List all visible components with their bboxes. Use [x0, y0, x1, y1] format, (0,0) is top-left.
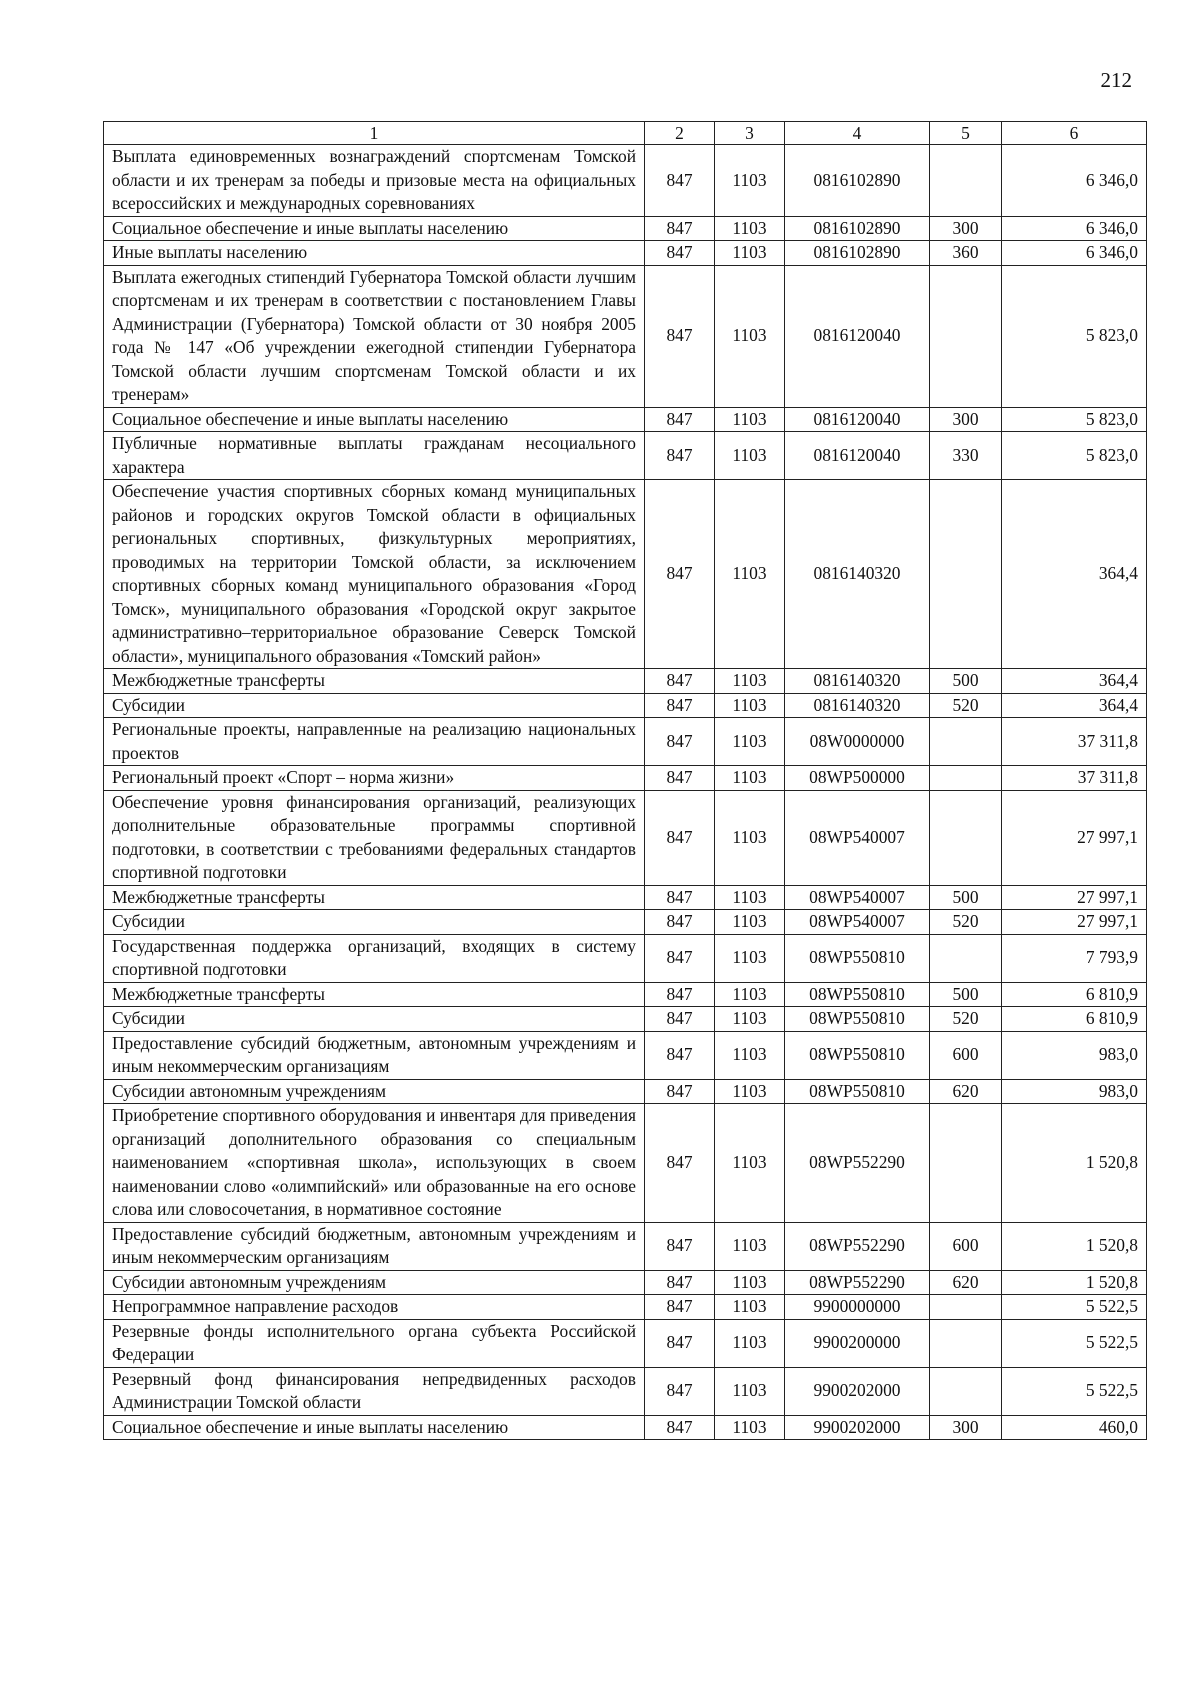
section-code-cell: 1103 — [715, 1031, 785, 1079]
gov-code-cell: 847 — [645, 432, 715, 480]
table-row — [104, 1222, 1147, 1270]
row-name-cell: Субсидии автономным учреждениям — [104, 1270, 645, 1295]
expense-type-cell: 300 — [930, 216, 1002, 241]
target-article-cell: 0816120040 — [785, 407, 930, 432]
row-name-cell: Межбюджетные трансферты — [104, 982, 645, 1007]
target-article-cell: 08WP552290 — [785, 1222, 930, 1270]
expense-type-cell — [930, 790, 1002, 885]
amount-cell: 5 522,5 — [1002, 1295, 1147, 1320]
column-header: 6 — [1002, 122, 1147, 145]
expense-type-cell — [930, 145, 1002, 217]
target-article-cell: 08WP550810 — [785, 1079, 930, 1104]
section-code-cell: 1103 — [715, 1415, 785, 1440]
row-name-cell: Предоставление субсидий бюджетным, автономным учреждениям и иным некоммерческим организациям — [104, 1222, 645, 1270]
section-code-cell: 1103 — [715, 718, 785, 766]
row-name-cell: Социальное обеспечение и иные выплаты населению — [104, 216, 645, 241]
expense-type-cell — [930, 1104, 1002, 1223]
row-name-cell: Субсидии — [104, 693, 645, 718]
gov-code-cell: 847 — [645, 1104, 715, 1223]
section-code-cell: 1103 — [715, 1079, 785, 1104]
amount-cell: 27 997,1 — [1002, 790, 1147, 885]
target-article-cell: 08WP540007 — [785, 790, 930, 885]
amount-cell: 27 997,1 — [1002, 885, 1147, 910]
target-article-cell: 08WP550810 — [785, 982, 930, 1007]
row-name-cell: Социальное обеспечение и иные выплаты населению — [104, 1415, 645, 1440]
row-name-cell: Иные выплаты населению — [104, 241, 645, 266]
row-name-cell: Предоставление субсидий бюджетным, автономным учреждениям и иным некоммерческим организациям — [104, 1031, 645, 1079]
row-name-cell: Резервные фонды исполнительного органа субъекта Российской Федерации — [104, 1319, 645, 1367]
section-code-cell: 1103 — [715, 910, 785, 935]
amount-cell: 7 793,9 — [1002, 934, 1147, 982]
amount-cell: 1 520,8 — [1002, 1222, 1147, 1270]
gov-code-cell: 847 — [645, 216, 715, 241]
expense-type-cell — [930, 480, 1002, 669]
amount-cell: 6 346,0 — [1002, 216, 1147, 241]
section-code-cell: 1103 — [715, 934, 785, 982]
target-article-cell: 08W0000000 — [785, 718, 930, 766]
amount-cell: 5 522,5 — [1002, 1319, 1147, 1367]
table-row — [104, 669, 1147, 694]
section-code-cell: 1103 — [715, 1007, 785, 1032]
amount-cell: 364,4 — [1002, 669, 1147, 694]
row-name-cell: Субсидии — [104, 910, 645, 935]
amount-cell: 37 311,8 — [1002, 766, 1147, 791]
amount-cell: 364,4 — [1002, 480, 1147, 669]
expense-type-cell: 500 — [930, 669, 1002, 694]
gov-code-cell: 847 — [645, 1270, 715, 1295]
amount-cell: 6 810,9 — [1002, 1007, 1147, 1032]
table-row — [104, 766, 1147, 791]
table-row — [104, 934, 1147, 982]
row-name-cell: Субсидии автономным учреждениям — [104, 1079, 645, 1104]
target-article-cell: 08WP500000 — [785, 766, 930, 791]
gov-code-cell: 847 — [645, 407, 715, 432]
target-article-cell: 9900202000 — [785, 1415, 930, 1440]
target-article-cell: 08WP550810 — [785, 1007, 930, 1032]
table-row — [104, 790, 1147, 885]
expense-type-cell — [930, 1295, 1002, 1320]
gov-code-cell: 847 — [645, 1367, 715, 1415]
gov-code-cell: 847 — [645, 693, 715, 718]
target-article-cell: 0816140320 — [785, 693, 930, 718]
expense-type-cell: 500 — [930, 885, 1002, 910]
amount-cell: 27 997,1 — [1002, 910, 1147, 935]
expense-type-cell: 500 — [930, 982, 1002, 1007]
amount-cell: 983,0 — [1002, 1031, 1147, 1079]
table-row — [104, 1031, 1147, 1079]
table-row — [104, 1104, 1147, 1223]
row-name-cell: Обеспечение уровня финансирования организаций, реализующих дополнительные образовательные программы спортивной подготовки, в соответствии с требованиями федеральных стандартов спортивной подготовки — [104, 790, 645, 885]
table-row — [104, 1415, 1147, 1440]
section-code-cell: 1103 — [715, 790, 785, 885]
gov-code-cell: 847 — [645, 1007, 715, 1032]
row-name-cell: Обеспечение участия спортивных сборных команд муниципальных районов и городских округов Томской области в официальных региональных спортивных, физкультурных мероприятиях, проводимых на территории Томской области, за исключением спортивных сборных команд муниципального образования «Город Томск», муниципального образования «Городской округ закрытое административно–территориальное образование Северск Томской области», муниципального образования «Томский район» — [104, 480, 645, 669]
target-article-cell: 08WP540007 — [785, 910, 930, 935]
expense-type-cell — [930, 265, 1002, 407]
gov-code-cell: 847 — [645, 1079, 715, 1104]
row-name-cell: Межбюджетные трансферты — [104, 885, 645, 910]
target-article-cell: 08WP550810 — [785, 1031, 930, 1079]
table-header-row — [104, 122, 1147, 145]
column-header: 3 — [715, 122, 785, 145]
amount-cell: 460,0 — [1002, 1415, 1147, 1440]
target-article-cell: 0816140320 — [785, 669, 930, 694]
expense-type-cell: 300 — [930, 407, 1002, 432]
gov-code-cell: 847 — [645, 1031, 715, 1079]
gov-code-cell: 847 — [645, 1295, 715, 1320]
row-name-cell: Межбюджетные трансферты — [104, 669, 645, 694]
target-article-cell: 9900200000 — [785, 1319, 930, 1367]
gov-code-cell: 847 — [645, 718, 715, 766]
expense-type-cell: 520 — [930, 1007, 1002, 1032]
section-code-cell: 1103 — [715, 241, 785, 266]
section-code-cell: 1103 — [715, 1295, 785, 1320]
table-row — [104, 432, 1147, 480]
expense-type-cell — [930, 766, 1002, 791]
expense-type-cell: 520 — [930, 693, 1002, 718]
amount-cell: 364,4 — [1002, 693, 1147, 718]
section-code-cell: 1103 — [715, 766, 785, 791]
target-article-cell: 0816102890 — [785, 216, 930, 241]
row-name-cell: Приобретение спортивного оборудования и инвентаря для приведения организаций дополнительного образования со специальным наименованием «спортивная школа», использующих в своем наименовании слово «олимпийский» или образованные на его основе слова или словосочетания, в нормативное состояние — [104, 1104, 645, 1223]
amount-cell: 1 520,8 — [1002, 1270, 1147, 1295]
expense-type-cell — [930, 934, 1002, 982]
section-code-cell: 1103 — [715, 693, 785, 718]
row-name-cell: Непрограммное направление расходов — [104, 1295, 645, 1320]
table-row — [104, 407, 1147, 432]
column-header: 4 — [785, 122, 930, 145]
table-body — [104, 145, 1147, 1440]
expense-type-cell: 330 — [930, 432, 1002, 480]
gov-code-cell: 847 — [645, 885, 715, 910]
section-code-cell: 1103 — [715, 1367, 785, 1415]
expense-type-cell — [930, 1367, 1002, 1415]
column-header: 2 — [645, 122, 715, 145]
amount-cell: 37 311,8 — [1002, 718, 1147, 766]
table-row — [104, 265, 1147, 407]
table-row — [104, 1295, 1147, 1320]
gov-code-cell: 847 — [645, 1319, 715, 1367]
expense-type-cell: 600 — [930, 1222, 1002, 1270]
target-article-cell: 0816120040 — [785, 432, 930, 480]
section-code-cell: 1103 — [715, 216, 785, 241]
section-code-cell: 1103 — [715, 1222, 785, 1270]
amount-cell: 6 346,0 — [1002, 145, 1147, 217]
gov-code-cell: 847 — [645, 982, 715, 1007]
table-row — [104, 982, 1147, 1007]
amount-cell: 1 520,8 — [1002, 1104, 1147, 1223]
row-name-cell: Региональный проект «Спорт – норма жизни» — [104, 766, 645, 791]
row-name-cell: Публичные нормативные выплаты гражданам несоциального характера — [104, 432, 645, 480]
gov-code-cell: 847 — [645, 241, 715, 266]
gov-code-cell: 847 — [645, 1222, 715, 1270]
target-article-cell: 0816140320 — [785, 480, 930, 669]
expense-type-cell: 600 — [930, 1031, 1002, 1079]
expense-type-cell: 300 — [930, 1415, 1002, 1440]
section-code-cell: 1103 — [715, 885, 785, 910]
table-row — [104, 910, 1147, 935]
section-code-cell: 1103 — [715, 480, 785, 669]
row-name-cell: Региональные проекты, направленные на реализацию национальных проектов — [104, 718, 645, 766]
expense-type-cell: 620 — [930, 1270, 1002, 1295]
amount-cell: 5 823,0 — [1002, 407, 1147, 432]
target-article-cell: 08WP550810 — [785, 934, 930, 982]
column-header: 5 — [930, 122, 1002, 145]
table-row — [104, 241, 1147, 266]
target-article-cell: 9900202000 — [785, 1367, 930, 1415]
target-article-cell: 9900000000 — [785, 1295, 930, 1320]
section-code-cell: 1103 — [715, 1270, 785, 1295]
section-code-cell: 1103 — [715, 982, 785, 1007]
table-row — [104, 718, 1147, 766]
target-article-cell: 08WP552290 — [785, 1270, 930, 1295]
row-name-cell: Государственная поддержка организаций, входящих в систему спортивной подготовки — [104, 934, 645, 982]
column-header: 1 — [104, 122, 645, 145]
table-row — [104, 480, 1147, 669]
gov-code-cell: 847 — [645, 934, 715, 982]
row-name-cell: Выплата единовременных вознаграждений спортсменам Томской области и их тренерам за победы и призовые места на официальных всероссийских и международных соревнованиях — [104, 145, 645, 217]
gov-code-cell: 847 — [645, 790, 715, 885]
expense-type-cell: 360 — [930, 241, 1002, 266]
row-name-cell: Выплата ежегодных стипендий Губернатора Томской области лучшим спортсменам и их тренерам в соответствии с постановлением Главы Администрации (Губернатора) Томской области от 30 ноября 2005 года № 147 «Об учреждении ежегодной стипендии Губернатора Томской области лучшим спортсменам Томской области и их тренерам» — [104, 265, 645, 407]
expense-type-cell — [930, 1319, 1002, 1367]
section-code-cell: 1103 — [715, 669, 785, 694]
amount-cell: 6 346,0 — [1002, 241, 1147, 266]
amount-cell: 5 522,5 — [1002, 1367, 1147, 1415]
section-code-cell: 1103 — [715, 432, 785, 480]
table-row — [104, 1319, 1147, 1367]
expense-type-cell: 620 — [930, 1079, 1002, 1104]
amount-cell: 5 823,0 — [1002, 432, 1147, 480]
row-name-cell: Субсидии — [104, 1007, 645, 1032]
section-code-cell: 1103 — [715, 145, 785, 217]
section-code-cell: 1103 — [715, 1104, 785, 1223]
target-article-cell: 0816102890 — [785, 145, 930, 217]
gov-code-cell: 847 — [645, 910, 715, 935]
table-row — [104, 216, 1147, 241]
target-article-cell: 0816102890 — [785, 241, 930, 266]
section-code-cell: 1103 — [715, 1319, 785, 1367]
expense-type-cell: 520 — [930, 910, 1002, 935]
target-article-cell: 0816120040 — [785, 265, 930, 407]
gov-code-cell: 847 — [645, 669, 715, 694]
row-name-cell: Резервный фонд финансирования непредвиденных расходов Администрации Томской области — [104, 1367, 645, 1415]
gov-code-cell: 847 — [645, 265, 715, 407]
section-code-cell: 1103 — [715, 407, 785, 432]
target-article-cell: 08WP552290 — [785, 1104, 930, 1223]
table-row — [104, 1079, 1147, 1104]
table-row — [104, 1270, 1147, 1295]
budget-table — [103, 121, 1147, 1440]
amount-cell: 5 823,0 — [1002, 265, 1147, 407]
expense-type-cell — [930, 718, 1002, 766]
section-code-cell: 1103 — [715, 265, 785, 407]
gov-code-cell: 847 — [645, 145, 715, 217]
gov-code-cell: 847 — [645, 1415, 715, 1440]
table-row — [104, 1367, 1147, 1415]
amount-cell: 983,0 — [1002, 1079, 1147, 1104]
row-name-cell: Социальное обеспечение и иные выплаты населению — [104, 407, 645, 432]
target-article-cell: 08WP540007 — [785, 885, 930, 910]
page-number: 212 — [1100, 68, 1132, 92]
table-row — [104, 1007, 1147, 1032]
amount-cell: 6 810,9 — [1002, 982, 1147, 1007]
table-row — [104, 145, 1147, 217]
table-row — [104, 885, 1147, 910]
gov-code-cell: 847 — [645, 766, 715, 791]
table-row — [104, 693, 1147, 718]
gov-code-cell: 847 — [645, 480, 715, 669]
